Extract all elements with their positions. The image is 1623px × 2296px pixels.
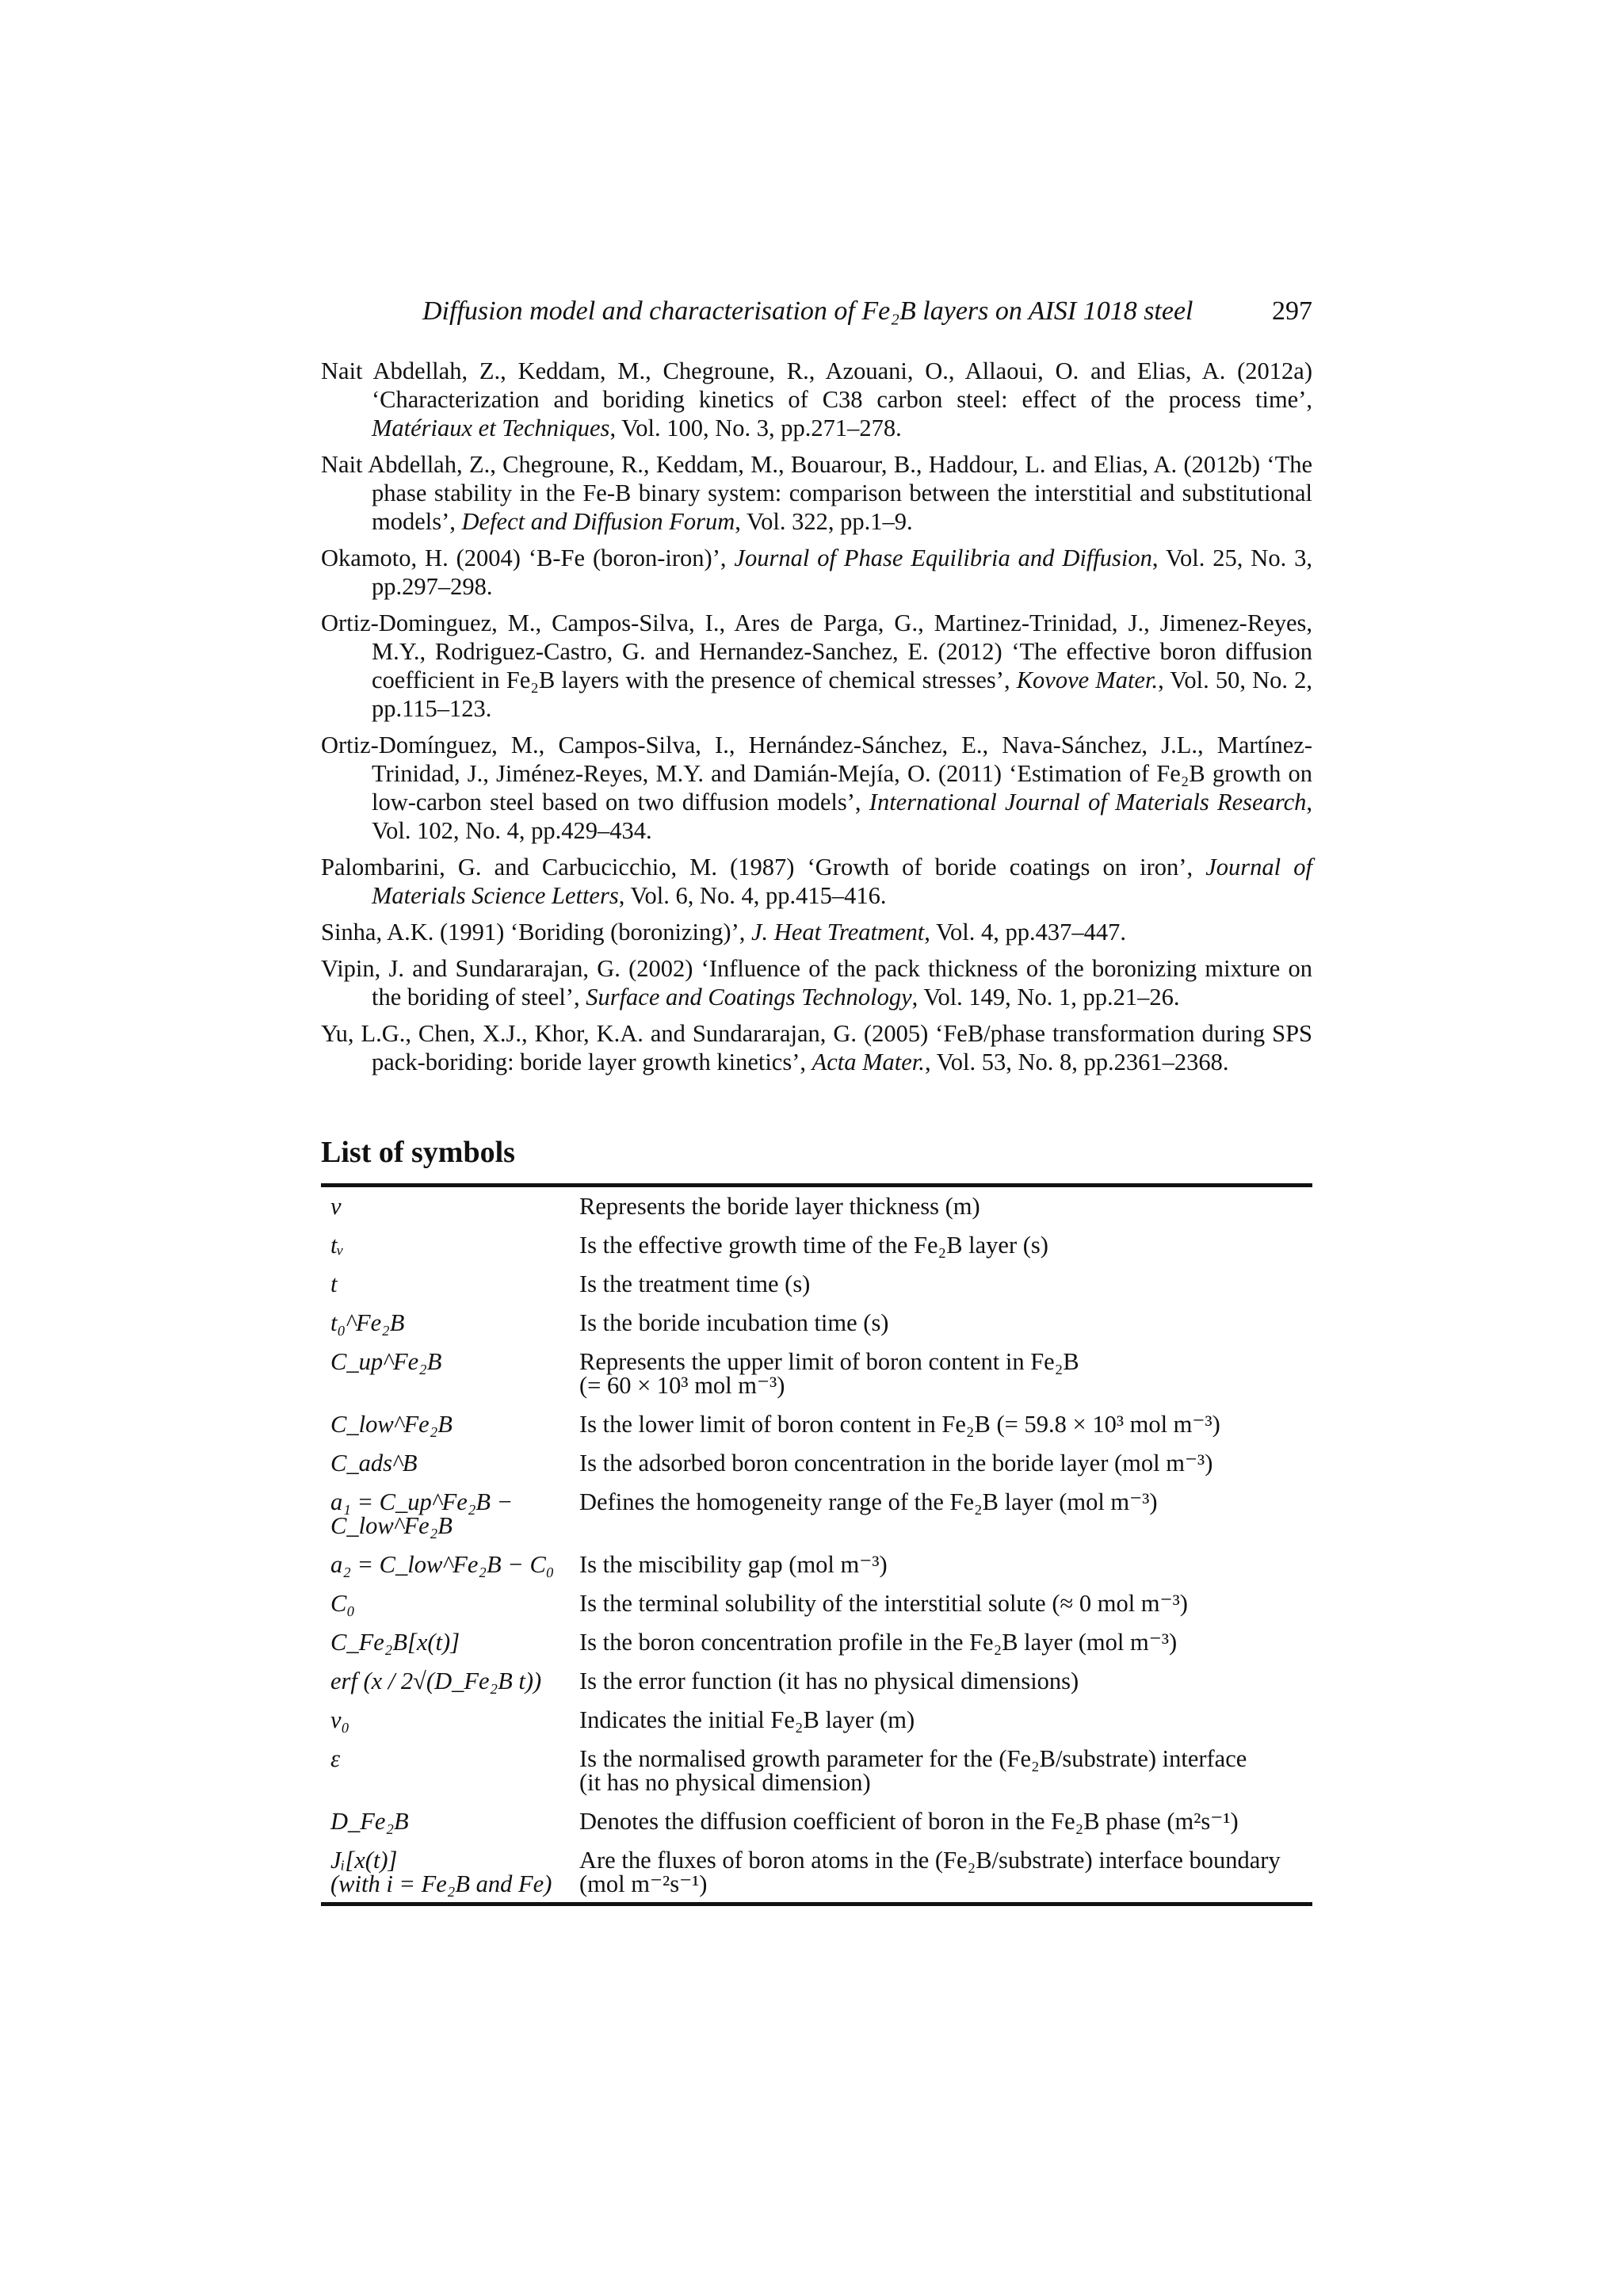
reference-authors-title: Okamoto, H. (2004) ‘B-Fe (boron-iron)’, bbox=[321, 544, 735, 571]
reference-journal: J. Heat Treatment bbox=[751, 919, 925, 946]
symbol-description: Is the error function (it has no physical dimensions) bbox=[579, 1668, 1079, 1694]
symbols-table bbox=[321, 1183, 1312, 1906]
reference-authors-title: Ortiz-Dominguez, M., Campos-Silva, I., Ares de Parga, G., Martinez-Trinidad, J., Jimenez-Reyes, M.Y., Rodriguez-Castro, G. and Hernandez-Sanchez, E. (2012) ‘The effective boron diffusion coefficient in Fe₂B layers with the presence of chemical stresses’, bbox=[321, 609, 1312, 693]
symbol-row bbox=[321, 1591, 1312, 1615]
reference-item bbox=[321, 450, 1312, 536]
reference-item bbox=[321, 918, 1312, 946]
reference-item bbox=[321, 1019, 1312, 1076]
symbol-row bbox=[321, 1630, 1312, 1654]
reference-details: , Vol. 6, No. 4, pp.415–416. bbox=[618, 882, 887, 909]
symbol-row bbox=[321, 1194, 1312, 1218]
reference-authors-title: Nait Abdellah, Z., Keddam, M., Chegroune, R., Azouani, O., Allaoui, O. and Elias, A. (2012a) ‘Characterization and boriding kinetics of C38 carbon steel: effect of the process time’, bbox=[321, 357, 1312, 413]
reference-list bbox=[321, 357, 1312, 1084]
symbol-cell: ε bbox=[330, 1745, 341, 1772]
symbol-row bbox=[321, 1451, 1312, 1475]
symbol-cell: C_up^Fe₂B bbox=[330, 1348, 442, 1375]
reference-authors-title: Palombarini, G. and Carbucicchio, M. (1987) ‘Growth of boride coatings on iron’, bbox=[321, 854, 1206, 881]
symbol-description: Are the fluxes of boron atoms in the (Fe₂B/substrate) interface boundary (mol m⁻²s⁻¹) bbox=[579, 1847, 1281, 1897]
reference-journal: Journal of Materials Science Letters bbox=[372, 854, 1312, 909]
reference-item bbox=[321, 544, 1312, 601]
symbol-description: Represents the boride layer thickness (m) bbox=[579, 1193, 980, 1220]
reference-item bbox=[321, 357, 1312, 442]
symbol-cell: t bbox=[330, 1270, 338, 1297]
reference-details: , Vol. 100, No. 3, pp.271–278. bbox=[609, 415, 902, 441]
symbol-description: Is the treatment time (s) bbox=[579, 1270, 811, 1297]
symbol-description: Is the boron concentration profile in the Fe₂B layer (mol m⁻³) bbox=[579, 1629, 1178, 1656]
reference-item bbox=[321, 731, 1312, 845]
symbol-cell: C₀ bbox=[330, 1590, 355, 1617]
symbol-row bbox=[321, 1490, 1312, 1538]
reference-journal: International Journal of Materials Research bbox=[869, 789, 1307, 816]
reference-journal: Acta Mater. bbox=[812, 1049, 925, 1075]
symbol-description: Represents the upper limit of boron content in Fe₂B (= 60 × 10³ mol m⁻³) bbox=[579, 1348, 1079, 1399]
symbol-cell: Jᵢ[x(t)] (with i = Fe₂B and Fe) bbox=[330, 1847, 552, 1897]
symbol-row bbox=[321, 1350, 1312, 1397]
symbol-row bbox=[321, 1669, 1312, 1693]
reference-authors-title: Vipin, J. and Sundararajan, G. (2002) ‘Influence of the pack thickness of the boronizing mixture on the boriding of steel’, bbox=[321, 955, 1312, 1010]
symbol-description: Is the boride incubation time (s) bbox=[579, 1309, 889, 1336]
reference-details: , Vol. 50, No. 2, pp.115–123. bbox=[372, 667, 1312, 722]
reference-details: , Vol. 25, No. 3, pp.297–298. bbox=[372, 544, 1312, 600]
symbol-description: Is the effective growth time of the Fe₂B layer (s) bbox=[579, 1232, 1048, 1259]
symbol-row bbox=[321, 1311, 1312, 1335]
symbol-row bbox=[321, 1272, 1312, 1296]
symbol-cell: a₁ = C_up^Fe₂B − C_low^Fe₂B bbox=[330, 1488, 514, 1539]
reference-details: , Vol. 322, pp.1–9. bbox=[735, 508, 913, 535]
reference-journal: Kovove Mater. bbox=[1016, 667, 1159, 693]
symbol-cell: v bbox=[330, 1193, 342, 1220]
symbol-row bbox=[321, 1747, 1312, 1794]
reference-item bbox=[321, 954, 1312, 1011]
symbol-row bbox=[321, 1848, 1312, 1896]
reference-details: , Vol. 53, No. 8, pp.2361–2368. bbox=[924, 1049, 1229, 1075]
symbol-row bbox=[321, 1412, 1312, 1436]
running-title: Diffusion model and characterisation of Fe₂B layers on AISI 1018 steel bbox=[422, 296, 1193, 326]
reference-journal: Matériaux et Techniques bbox=[372, 415, 610, 441]
symbol-description: Defines the homogeneity range of the Fe₂B layer (mol m⁻³) bbox=[579, 1488, 1158, 1515]
symbol-description: Is the normalised growth parameter for the (Fe₂B/substrate) interface (it has no physical dimension) bbox=[579, 1745, 1247, 1796]
symbol-description: Indicates the initial Fe₂B layer (m) bbox=[579, 1706, 915, 1733]
symbol-cell: D_Fe₂B bbox=[330, 1808, 409, 1835]
symbol-cell: t₀^Fe₂B bbox=[330, 1309, 405, 1336]
reference-authors-title: Yu, L.G., Chen, X.J., Khor, K.A. and Sundararajan, G. (2005) ‘FeB/phase transformation during SPS pack-boriding: boride layer growth kinetics’, bbox=[321, 1020, 1312, 1075]
reference-journal: Journal of Phase Equilibria and Diffusion bbox=[734, 544, 1152, 571]
symbol-row bbox=[321, 1809, 1312, 1833]
symbol-cell: C_Fe₂B[x(t)] bbox=[330, 1629, 460, 1656]
section-heading: List of symbols bbox=[321, 1136, 515, 1169]
symbol-description: Is the adsorbed boron concentration in the boride layer (mol m⁻³) bbox=[579, 1450, 1213, 1477]
reference-authors-title: Ortiz-Domínguez, M., Campos-Silva, I., Hernández-Sánchez, E., Nava-Sánchez, J.L., Martínez-Trinidad, J., Jiménez-Reyes, M.Y. and Damián-Mejía, O. (2011) ‘Estimation of Fe₂B growth on low-carbon steel based on two diffusion models’, bbox=[321, 732, 1312, 816]
reference-details: , Vol. 4, pp.437–447. bbox=[924, 919, 1127, 946]
symbol-cell: C_low^Fe₂B bbox=[330, 1411, 453, 1438]
reference-journal: Surface and Coatings Technology bbox=[586, 984, 912, 1010]
page-number: 297 bbox=[1272, 296, 1312, 326]
symbol-cell: a₂ = C_low^Fe₂B − C₀ bbox=[330, 1551, 555, 1578]
symbol-cell: C_ads^B bbox=[330, 1450, 418, 1477]
symbol-description: Is the lower limit of boron content in Fe₂B (= 59.8 × 10³ mol m⁻³) bbox=[579, 1411, 1220, 1438]
symbol-row bbox=[321, 1553, 1312, 1576]
symbol-description: Is the terminal solubility of the interstitial solute (≈ 0 mol m⁻³) bbox=[579, 1590, 1188, 1617]
reference-details: , Vol. 149, No. 1, pp.21–26. bbox=[911, 984, 1180, 1010]
symbol-cell: v₀ bbox=[330, 1706, 350, 1733]
symbol-row bbox=[321, 1708, 1312, 1732]
reference-authors-title: Nait Abdellah, Z., Chegroune, R., Keddam, M., Bouarour, B., Haddour, L. and Elias, A. (2012b) ‘The phase stability in the Fe-B binary system: comparison between the interstitial and substitutional models’, bbox=[321, 451, 1312, 535]
symbol-cell: erf (x / 2√(D_Fe₂B t)) bbox=[330, 1668, 542, 1694]
symbol-description: Denotes the diffusion coefficient of boron in the Fe₂B phase (m²s⁻¹) bbox=[579, 1808, 1239, 1835]
reference-item bbox=[321, 609, 1312, 723]
symbol-cell: tᵥ bbox=[330, 1232, 345, 1259]
reference-journal: Defect and Diffusion Forum bbox=[461, 508, 735, 535]
reference-authors-title: Sinha, A.K. (1991) ‘Boriding (boronizing)’, bbox=[321, 919, 751, 946]
reference-item bbox=[321, 853, 1312, 910]
symbol-row bbox=[321, 1233, 1312, 1257]
reference-details: , Vol. 102, No. 4, pp.429–434. bbox=[372, 789, 1312, 844]
symbol-description: Is the miscibility gap (mol m⁻³) bbox=[579, 1551, 888, 1578]
